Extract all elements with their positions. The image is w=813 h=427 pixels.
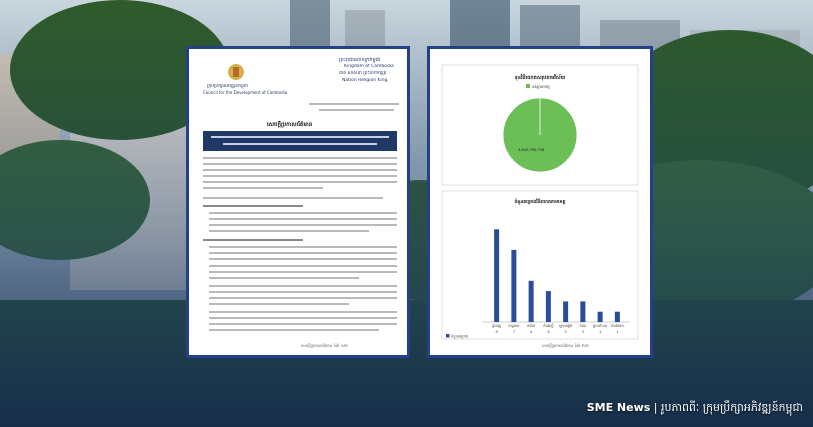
bar-title: ចំនួនគម្រោងវិនិយោគតាមខេត្ត <box>514 200 566 205</box>
bar-category-label-4: ស្វាយរៀង <box>558 324 573 328</box>
bar-value-label-2: 4 <box>529 330 533 334</box>
kingdom-km: ព្រះរាជាណាចក្រកម្ពុជា <box>339 57 381 63</box>
photo-credit <box>587 401 803 417</box>
bar-category-label-3: កំពង់ស្ពឺ <box>543 324 554 328</box>
bar-6 <box>598 312 603 322</box>
left-page-footer: សេចក្តីប្រកាសព័ត៌មាន ទំព័រ ១/២ <box>301 343 348 348</box>
release-title: សេចក្តីប្រកាសព័ត៌មាន <box>267 122 313 128</box>
bar-5 <box>580 301 585 322</box>
pie-legend-swatch <box>526 84 530 88</box>
bar-chart <box>492 229 624 334</box>
bar-category-label-6: ព្រះសីហនុ <box>593 324 608 328</box>
bar-value-label-4: 2 <box>564 330 567 334</box>
bar-1 <box>511 250 516 322</box>
credit-source: SME News <box>586 401 651 414</box>
motto-en: Nation Religion King <box>342 78 388 83</box>
org-en: Council for the Development of Cambodia <box>203 90 288 95</box>
cdc-emblem-icon <box>227 63 245 81</box>
bar-category-label-0: ភ្នំពេញ <box>492 324 502 328</box>
kingdom-en: Kingdom of Cambodia <box>344 64 394 69</box>
date-line-2 <box>319 109 394 111</box>
pie-title: ទុនវិនិយោគសរុបតាមវិស័យ <box>514 75 566 81</box>
bar-value-label-6: 1 <box>598 330 602 334</box>
bar-4 <box>563 301 568 322</box>
bar-legend-label: ចំនួនគម្រោង <box>451 334 469 339</box>
bar-chart-frame <box>442 191 638 339</box>
pie-chart <box>503 98 577 172</box>
bar-category-label-7: កំពង់ចាម <box>611 324 624 328</box>
bar-category-label-2: តាកែវ <box>527 324 536 328</box>
credit-photo: រូបភាពពីៈ ក្រុមប្រឹក្សាអភិវឌ្ឍន៍កម្ពុជា <box>661 401 803 414</box>
motto-km: ជាតិ សាសនា ព្រះមហាក្សត្រ <box>339 71 387 76</box>
pie-legend-label: ឧស្សាហកម្ម <box>532 84 550 89</box>
press-release-page <box>186 46 410 358</box>
bar-legend-swatch <box>446 334 450 338</box>
bar-value-label-0: 9 <box>495 330 498 334</box>
bar-value-label-3: 3 <box>547 330 550 334</box>
bar-7 <box>615 312 620 322</box>
bar-value-label-1: 7 <box>512 330 516 334</box>
subject-box <box>203 131 397 151</box>
bar-3 <box>546 291 551 322</box>
bar-value-label-7: 1 <box>616 330 619 334</box>
org-km: ក្រុមប្រឹក្សាអភិវឌ្ឍន៍កម្ពុជា <box>207 84 249 89</box>
pie-slice-label: 3,642,760,758 <box>518 148 545 152</box>
charts-page <box>427 46 653 358</box>
bar-category-label-1: កណ្ដាល <box>508 324 520 328</box>
bar-0 <box>494 229 499 322</box>
bar-value-label-5: 2 <box>581 330 585 334</box>
date-line <box>309 103 399 105</box>
charts-svg <box>430 49 650 355</box>
right-page-footer: សេចក្តីប្រកាសព័ត៌មាន ទំព័រ ២/២ <box>542 343 589 348</box>
bar-category-label-5: កំពត <box>579 324 587 328</box>
bar-2 <box>529 281 534 322</box>
credit-separator: | <box>650 401 661 414</box>
